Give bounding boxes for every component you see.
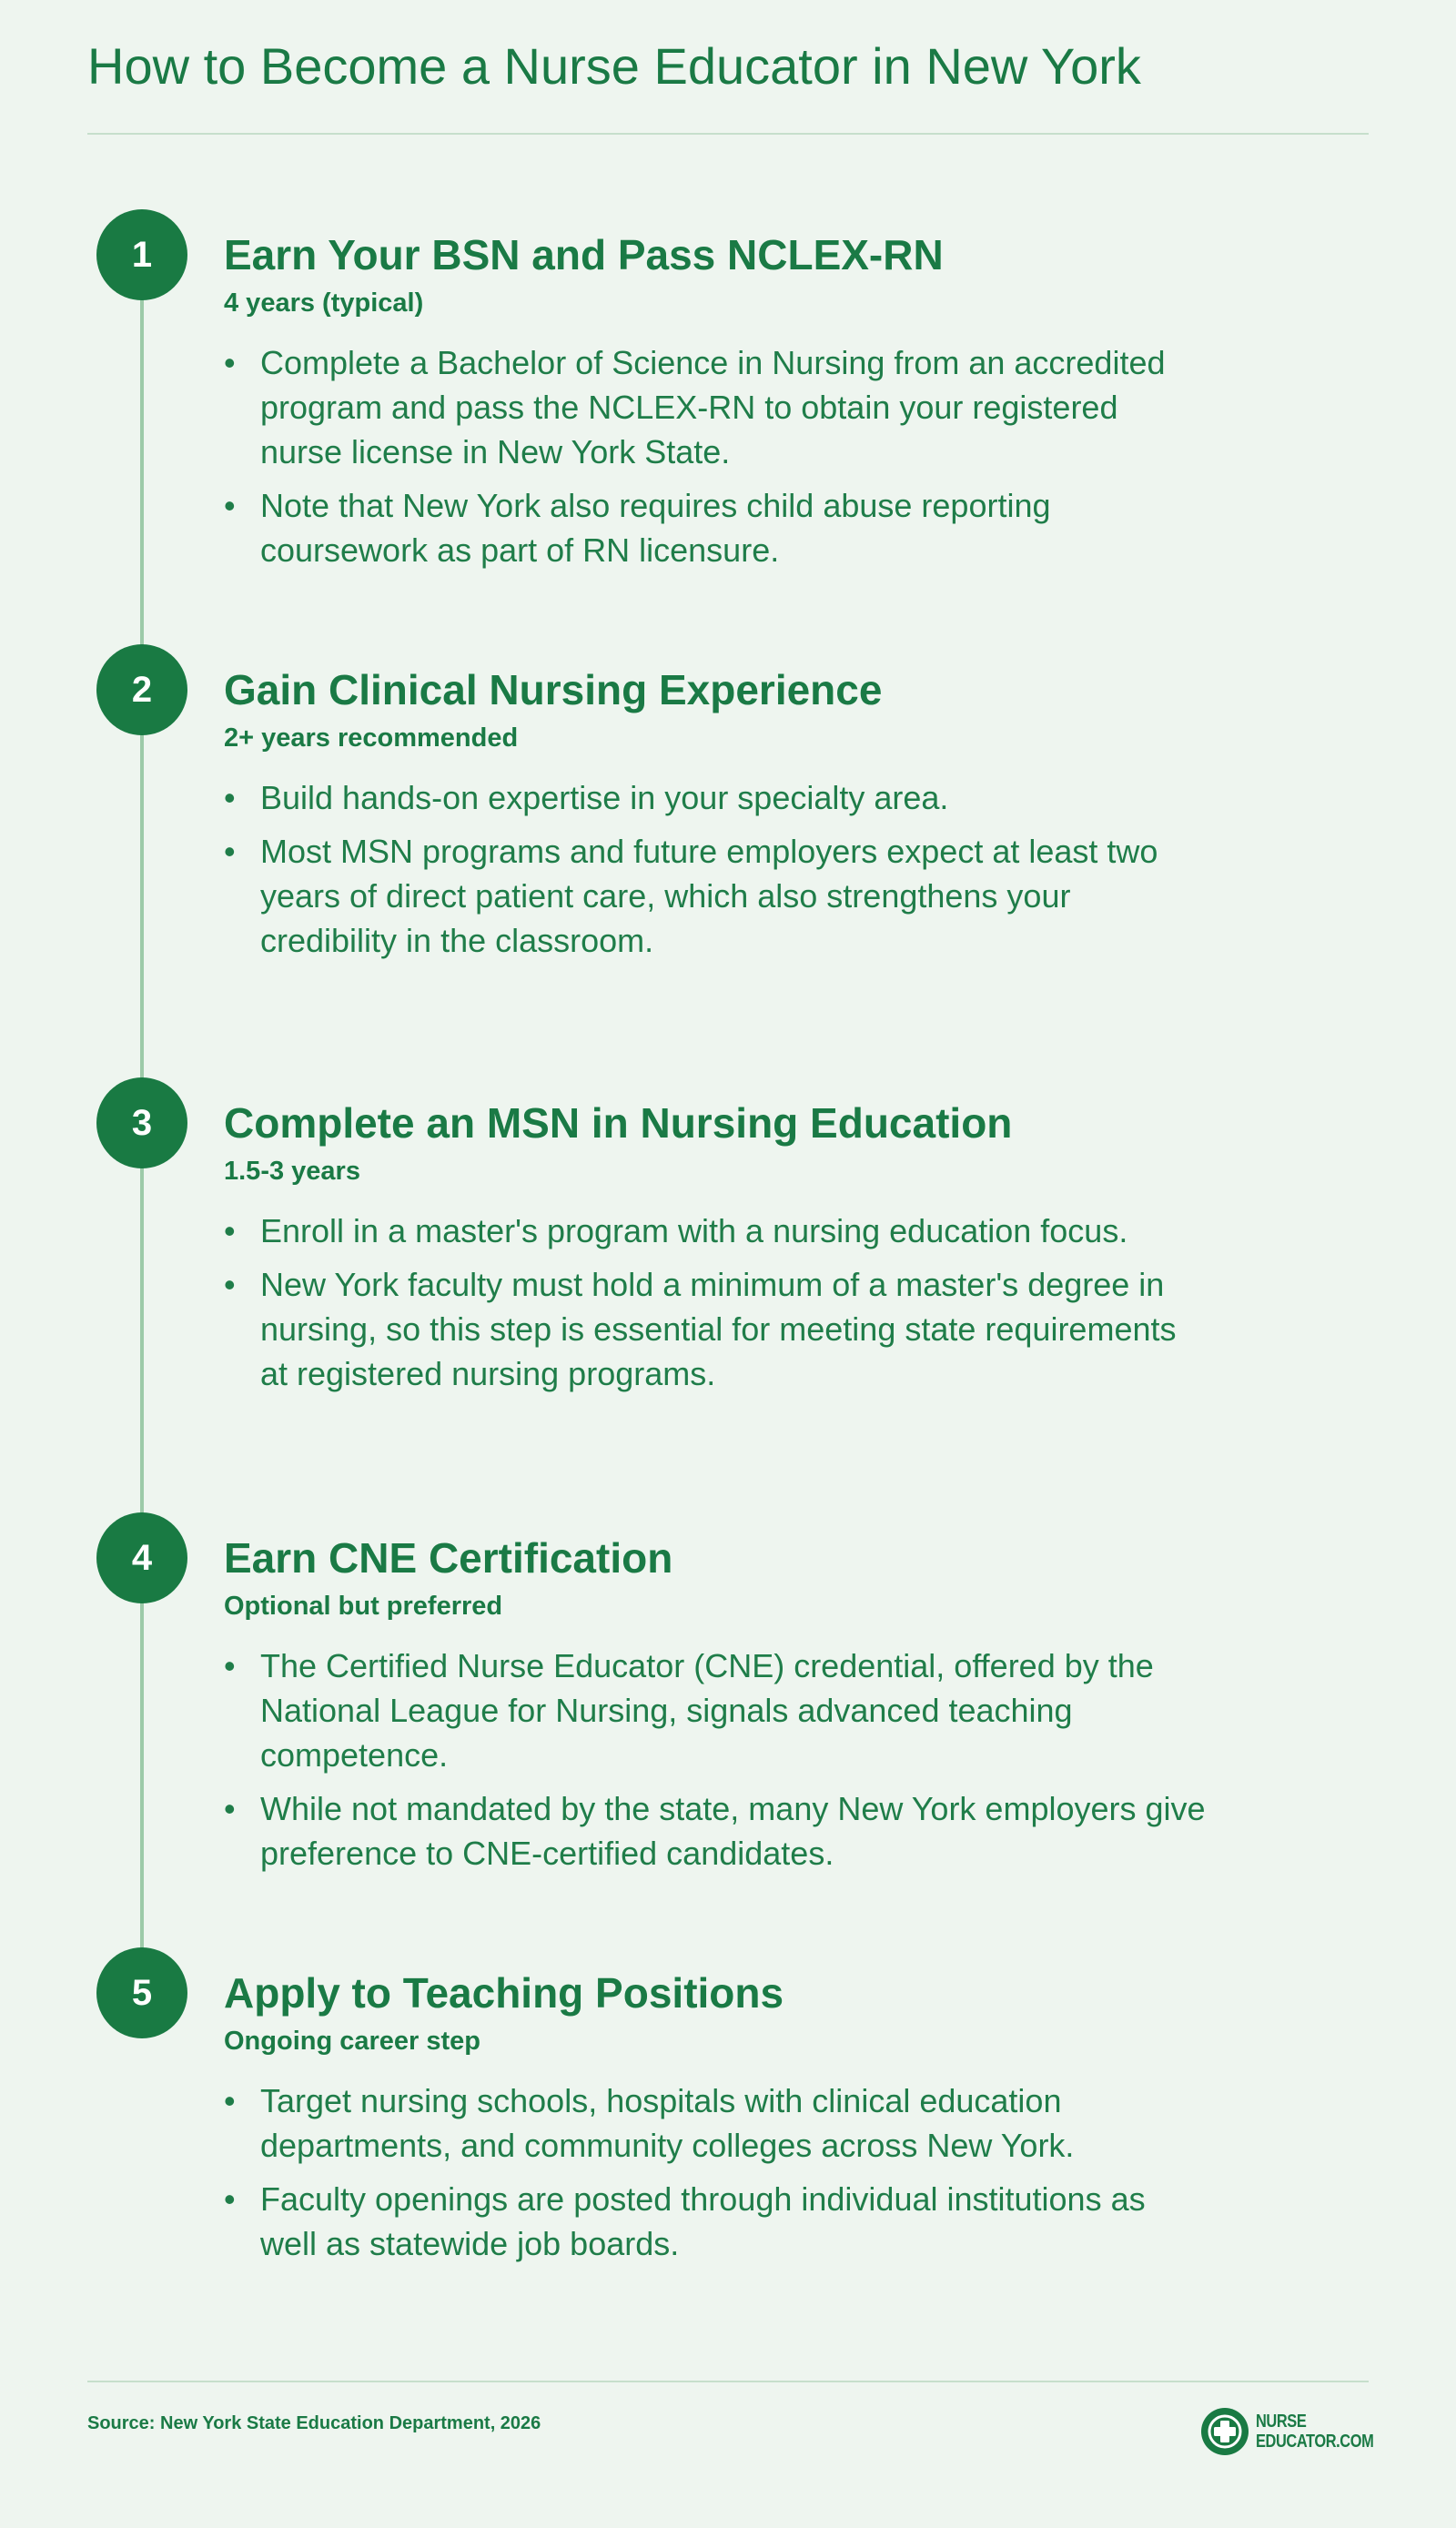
step-duration: Optional but preferred	[224, 1592, 503, 1621]
logo-wordmark	[1256, 2412, 1373, 2452]
logo-line-1: NURSE	[1256, 2412, 1307, 2432]
bullet-dot-icon: •	[224, 2082, 236, 2119]
bullet-text: Enroll in a master's program with a nursing education focus.	[260, 1212, 1128, 1249]
bullet-dot-icon: •	[224, 779, 236, 816]
step-duration: Ongoing career step	[224, 2027, 481, 2056]
bullet-item	[224, 829, 1207, 963]
logo-line-2: EDUCATOR.COM	[1256, 2432, 1374, 2452]
bullet-item	[224, 2078, 1207, 2168]
bullet-text: While not mandated by the state, many New York employers give preference to CNE-certified candidates.	[260, 1790, 1206, 1872]
step-title: Complete an MSN in Nursing Education	[224, 1099, 1013, 1147]
bullet-item	[224, 340, 1207, 474]
bullet-dot-icon: •	[224, 1647, 236, 1684]
bullet-item	[224, 1208, 1207, 1253]
bullet-dot-icon: •	[224, 487, 236, 524]
bullet-dot-icon: •	[224, 344, 236, 381]
bullet-item	[224, 1786, 1207, 1876]
step-duration: 4 years (typical)	[224, 288, 424, 318]
medical-cross-icon	[1201, 2408, 1249, 2455]
bullet-item	[224, 2177, 1207, 2266]
step-title: Apply to Teaching Positions	[224, 1969, 784, 2017]
step-title: Earn Your BSN and Pass NCLEX-RN	[224, 231, 944, 278]
bullet-text: Build hands-on expertise in your specialty area.	[260, 779, 949, 816]
step-bullet-list	[224, 340, 1225, 572]
bullet-item	[224, 483, 1207, 572]
step-bullet-list	[224, 2078, 1225, 2266]
step-number-badge: 2	[96, 644, 187, 735]
step-bullet-list	[224, 775, 1225, 963]
step-bullet-list	[224, 1643, 1225, 1876]
title-divider	[87, 133, 1369, 135]
medical-cross-icon-svg	[1208, 2414, 1242, 2449]
bullet-item	[224, 775, 1207, 820]
step-content	[224, 664, 1225, 972]
step-bullet-list	[224, 1208, 1225, 1396]
bullet-text: Complete a Bachelor of Science in Nursing from an accredited program and pass the NCLEX-RN to obtain your registered nurse license in New York State.	[260, 344, 1166, 470]
bullet-dot-icon: •	[224, 1790, 236, 1827]
step-content	[224, 1097, 1225, 1405]
source-note: Source: New York State Education Department, 2026	[87, 2413, 541, 2433]
bullet-dot-icon: •	[224, 833, 236, 870]
brand-logo[interactable]	[1201, 2408, 1400, 2455]
bullet-text: Target nursing schools, hospitals with clinical education departments, and community colleges across New York.	[260, 2082, 1075, 2164]
step-duration: 2+ years recommended	[224, 723, 519, 753]
bullet-text: New York faculty must hold a minimum of a master's degree in nursing, so this step is essential for meeting state requirements at registered nursing programs.	[260, 1266, 1177, 1392]
step-content	[224, 1532, 1225, 1885]
bullet-dot-icon: •	[224, 1266, 236, 1303]
bullet-dot-icon: •	[224, 1212, 236, 1249]
bullet-text: The Certified Nurse Educator (CNE) credential, offered by the National League for Nursing, signals advanced teaching competence.	[260, 1647, 1154, 1774]
bullet-text: Faculty openings are posted through individual institutions as well as statewide job boards.	[260, 2180, 1146, 2262]
step-number-badge: 3	[96, 1077, 187, 1168]
page-title: How to Become a Nurse Educator in New York	[87, 37, 1141, 95]
bullet-dot-icon: •	[224, 2180, 236, 2218]
step-number-badge: 1	[96, 209, 187, 300]
step-duration: 1.5-3 years	[224, 1157, 360, 1186]
step-title: Gain Clinical Nursing Experience	[224, 666, 883, 713]
step-content	[224, 1967, 1225, 2275]
bullet-text: Most MSN programs and future employers expect at least two years of direct patient care, which also strengthens your credibility in the classroom.	[260, 833, 1158, 959]
bullet-text: Note that New York also requires child abuse reporting coursework as part of RN licensure.	[260, 487, 1051, 569]
step-content	[224, 229, 1225, 581]
footer-divider	[87, 2381, 1369, 2382]
step-number-badge: 4	[96, 1512, 187, 1603]
bullet-item	[224, 1262, 1207, 1396]
step-number-badge: 5	[96, 1947, 187, 2038]
step-title: Earn CNE Certification	[224, 1534, 673, 1582]
bullet-item	[224, 1643, 1207, 1777]
